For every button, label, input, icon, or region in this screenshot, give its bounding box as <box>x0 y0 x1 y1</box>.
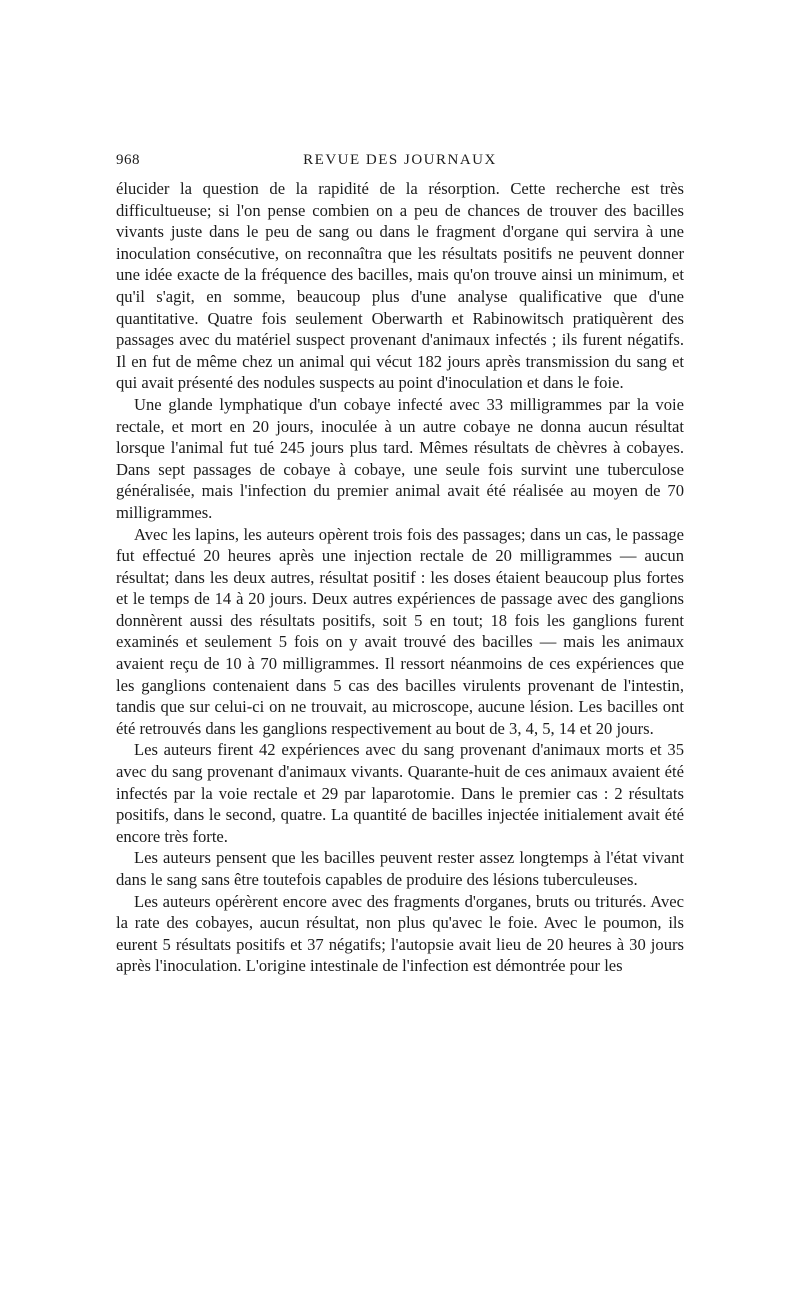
article-body <box>116 178 684 977</box>
paragraph: Avec les lapins, les auteurs opèrent trois fois des passages; dans un cas, le passage fut effectué 20 heures après une injection rectale de 20 milligrammes — aucun résultat; dans les deux autres, résultat positif : les doses étaient beaucoup plus fortes et le temps de 14 à 20 jours. Deux autres expériences de passage avec des ganglions donnèrent aussi des résultats positifs, soit 5 en tout; 18 fois les ganglions furent examinés et seulement 5 fois on y avait trouvé des bacilles — mais les animaux avaient reçu de 10 à 70 milligrammes. Il ressort néanmoins de ces expériences que les ganglions contenaient dans 5 cas des bacilles virulents provenant de l'intestin, tandis que sur celui-ci on ne trouvait, au microscope, aucune lésion. Les bacilles ont été retrouvés dans les ganglions respectivement au bout de 3, 4, 5, 14 et 20 jours. <box>116 524 684 738</box>
running-title: REVUE DES JOURNAUX <box>303 152 497 168</box>
paragraph: Les auteurs firent 42 expériences avec du sang provenant d'animaux morts et 35 avec du sang provenant d'animaux vivants. Quarante-huit de ces animaux avaient été infectés par la voie rectale et 29 par laparotomie. Dans le premier cas : 2 résultats positifs, dans le second, quatre. La quantité de bacilles injectée initialement avait été encore très forte. <box>116 740 684 846</box>
page-number: 968 <box>116 152 140 168</box>
running-head <box>116 152 684 178</box>
document-page <box>116 152 684 977</box>
paragraph: Une glande lymphatique d'un cobaye infecté avec 33 milligrammes par la voie rectale, et mort en 20 jours, inoculée à un autre cobaye ne donna aucun résultat lorsque l'animal fut tué 245 jours plus tard. Mêmes résultats de chèvres à cobayes. Dans sept passages de cobaye à cobaye, une seule fois survint une tuberculose généralisée, mais l'infection du premier animal avait été réalisée au moyen de 70 milligrammes. <box>116 394 684 522</box>
paragraph-continued: élucider la question de la rapidité de la résorption. Cette recherche est très difficultueuse; si l'on pense combien on a peu de chances de trouver des bacilles vivants juste dans le peu de sang ou dans le fragment d'organe qui servira à une inoculation consécutive, on reconnaîtra que les résultats positifs ne peuvent donner une idée exacte de la fréquence des bacilles, mais qu'on trouve ainsi un minimum, et qu'il s'agit, en somme, beaucoup plus d'une analyse qualificative que d'une quantitative. Quatre fois seulement Oberwarth et Rabinowitsch pratiquèrent des passages avec du matériel suspect provenant d'animaux infectés ; ils furent négatifs. Il en fut de même chez un animal qui vécut 182 jours après transmission du sang et qui avait présenté des nodules suspects au point d'inoculation et dans le foie. <box>116 179 684 393</box>
paragraph: Les auteurs pensent que les bacilles peuvent rester assez longtemps à l'état vivant dans le sang sans être toutefois capables de produire des lésions tuberculeuses. <box>116 848 684 889</box>
paragraph: Les auteurs opérèrent encore avec des fragments d'organes, bruts ou triturés. Avec la rate des cobayes, aucun résultat, non plus qu'avec le foie. Avec le poumon, ils eurent 5 résultats positifs et 37 négatifs; l'autopsie avait lieu de 20 heures à 30 jours après l'inoculation. L'origine intestinale de l'infection est démontrée pour les <box>116 891 684 976</box>
